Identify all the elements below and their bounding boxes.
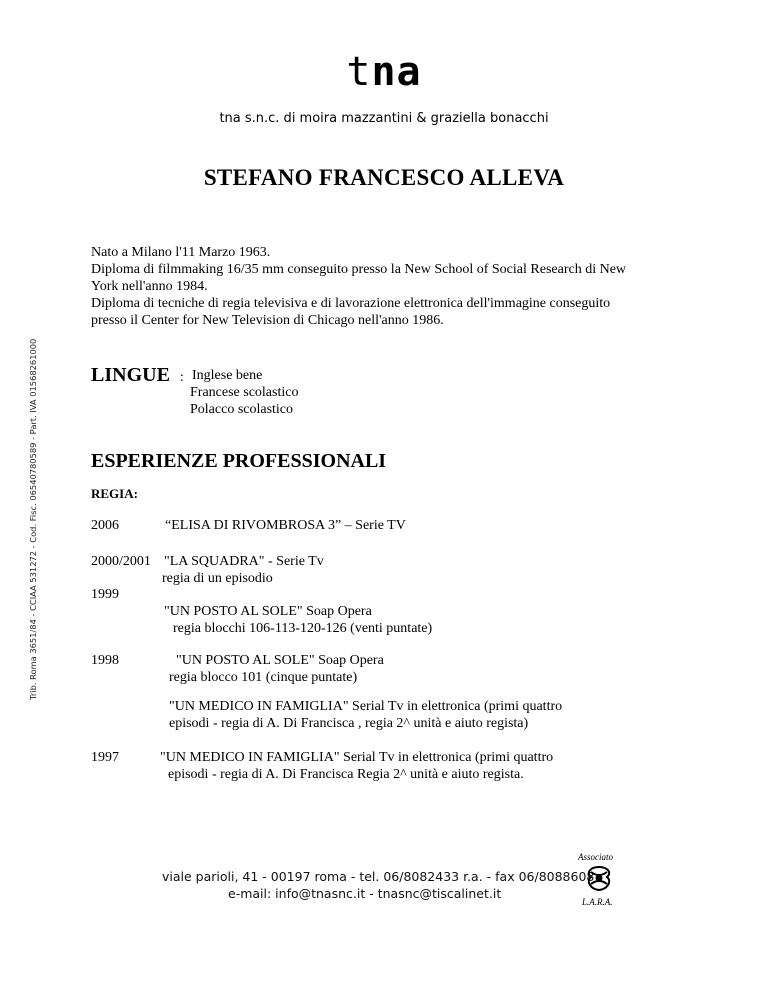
lingue-heading: LINGUE — [91, 364, 170, 386]
regia-subheading: REGIA: — [91, 486, 138, 501]
entry-detail: episodi - regia di A. Di Francisca Regia 2^ unità e aiuto regista. — [168, 767, 524, 782]
bio-line: Nato a Milano l'11 Marzo 1963. — [91, 245, 271, 260]
lingue-colon: : — [179, 370, 184, 385]
bio-line: presso il Center for New Television di Chicago nell'anno 1986. — [91, 313, 444, 328]
entry-year: 1997 — [91, 750, 119, 765]
bio-line: York nell'anno 1984. — [91, 279, 208, 294]
legal-sidebar-text: Trib. Roma 3651/84 - CCIAA 531272 - Cod. Fisc. 06540780589 - Part. IVA 01568261000 — [28, 338, 38, 700]
footer-email: e-mail: info@tnasnc.it - tnasnc@tiscalinet.it — [228, 886, 502, 901]
entry-detail: episodi - regia di A. Di Francisca , regia 2^ unità e aiuto regista) — [169, 716, 529, 731]
language-item: Polacco scolastico — [190, 402, 294, 417]
experience-heading: ESPERIENZE PROFESSIONALI — [91, 450, 387, 472]
language-item: Francese scolastico — [190, 385, 299, 400]
entry-title: "UN POSTO AL SOLE" Soap Opera — [176, 653, 384, 668]
company-name: tna s.n.c. di moira mazzantini & graziella bonacchi — [219, 111, 549, 126]
logo-light-text: t — [346, 49, 372, 95]
entry-title: "UN POSTO AL SOLE" Soap Opera — [164, 604, 372, 619]
bio-line: Diploma di filmmaking 16/35 mm conseguito presso la New School of Social Research di New — [91, 262, 627, 277]
entry-detail: regia blocchi 106-113-120-126 (venti puntate) — [173, 621, 433, 636]
associate-label: Associato — [578, 852, 613, 862]
entry-title: "UN MEDICO IN FAMIGLIA" Serial Tv in elettronica (primi quattro — [160, 750, 554, 765]
company-logo — [0, 50, 768, 94]
entry-detail: regia blocco 101 (cinque puntate) — [169, 670, 358, 685]
entry-detail: "UN MEDICO IN FAMIGLIA" Serial Tv in elettronica (primi quattro — [169, 699, 563, 714]
entry-year: 1998 — [91, 653, 119, 668]
entry-detail: regia di un episodio — [162, 571, 273, 586]
entry-title: "LA SQUADRA" - Serie Tv — [164, 554, 324, 569]
language-item: Inglese bene — [192, 368, 263, 383]
entry-year: 2000/2001 — [91, 554, 151, 569]
associate-name: L.A.R.A. — [582, 897, 613, 907]
lara-emblem-icon — [582, 864, 616, 894]
entry-year: 2006 — [91, 518, 119, 533]
lingue-section — [91, 364, 184, 387]
bio-line: Diploma di tecniche di regia televisiva e di lavorazione elettronica dell'immagine conseguito — [91, 296, 611, 311]
page-title: STEFANO FRANCESCO ALLEVA — [203, 165, 565, 190]
logo-bold-text: na — [371, 49, 422, 95]
footer-address: viale parioli, 41 - 00197 roma - tel. 06/8082433 r.a. - fax 06/8088608 — [162, 869, 595, 884]
entry-title: “ELISA DI RIVOMBROSA 3” – Serie TV — [165, 518, 406, 533]
entry-year: 1999 — [91, 587, 119, 602]
